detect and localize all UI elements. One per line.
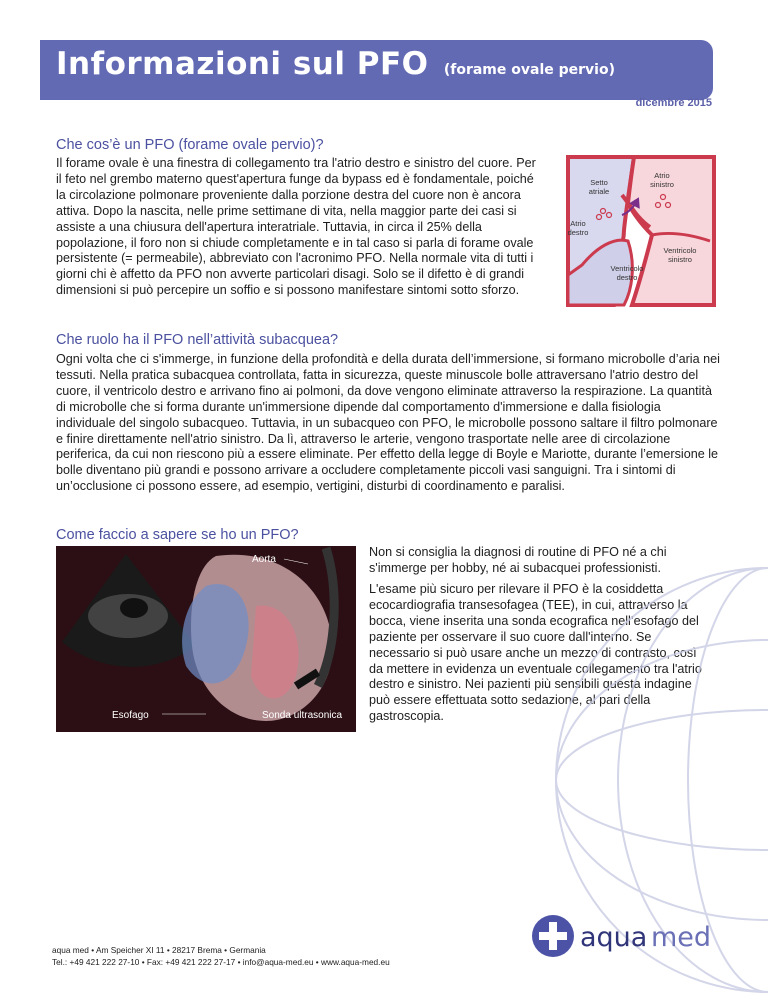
logo-graphic xyxy=(530,913,720,959)
tee-illustration xyxy=(56,546,356,732)
esophagus-label: Esofago xyxy=(112,710,149,721)
title-subtitle: (forame ovale pervio) xyxy=(443,62,615,78)
septum-label-1: Setto xyxy=(590,178,608,187)
aquamed-logo xyxy=(530,913,720,964)
section3-para2: L'esame più sicuro per rilevare il PFO è la cosiddetta ecocardiografia transesofagea (TEE), in cui, attraverso la bocca, viene inserita una sonda ecografica nell’esofago del paziente per osservare il suo cuore dall'interno. Se necessario si può usare anche un mezzo di contrasto, così da mettere in evidenza un eventuale collegamento tra l'atrio destro e sinistro. Nei pazienti più sensibili questa indagine può essere effettuata sotto sedazione, al pari della gastroscopia. xyxy=(369,582,702,724)
right-atrium-label-1: Atrio xyxy=(570,219,586,228)
left-ventricle-label-1: Ventricolo xyxy=(663,246,697,255)
section3-heading: Come faccio a sapere se ho un PFO? xyxy=(56,527,299,543)
issue-date: dicembre 2015 xyxy=(635,97,712,109)
septum-label-2: atriale xyxy=(588,187,610,196)
section2-body: Ogni volta che ci s'immerge, in funzione della profondità e della durata dell’immersione, si formano microbolle d’aria nei tessuti. Nella pratica subacquea controllata, fatta in sicurezza, queste minuscole bolle attraversano l'atrio destro del cuore, il ventricolo destro e arrivano fino ai polmoni, da dove vengono eliminate attraverso la respirazione. La quantità di microbolle che si forma durante un'immersione dipende dal comportamento d'immersione e dalla fisiologia individuale del singolo subacqueo. Tuttavia, in un subacqueo con PFO, le microbolle possono saltare il filtro polmonare e finire direttamente nell'atrio sinistro. Da lì, attraverso le arterie, vengono trasportate nelle aree di circolazione periferica, da cui non riescono più a essere eliminate. Per effetto della legge di Boyle e Mariotte, durante l’emersione le bolle diventano più grandi e possono arrivare a occludere completamente piccoli vasi sanguigni. Tra i sintomi di un’occlusione ci possono essere, ad esempio, vertigini, disturbi di coordinamento e paralisi. xyxy=(56,352,720,494)
left-atrium-label-1: Atrio xyxy=(654,171,670,180)
footer xyxy=(52,944,390,968)
footer-address: aqua med • Am Speicher XI 11 • 28217 Brema • Germania xyxy=(52,945,266,955)
probe-label: Sonda ultrasonica xyxy=(262,710,343,721)
logo-text-med: med xyxy=(651,922,712,953)
heart-diagram xyxy=(552,155,718,307)
section3-para1: Non si consiglia la diagnosi di routine di PFO né a chi s'immerge per hobby, né ai subacquei professionisti. xyxy=(369,545,667,575)
footer-contacts: Tel.: +49 421 222 27-10 • Fax: +49 421 222 27-17 • info@aqua-med.eu • www.aqua-med.eu xyxy=(52,957,390,967)
left-ventricle-label-2: sinistro xyxy=(668,255,692,264)
section2-heading: Che ruolo ha il PFO nell’attività subacquea? xyxy=(56,332,339,348)
logo-text-aqua: aqua xyxy=(580,922,648,953)
right-atrium-label-2: destro xyxy=(567,228,589,237)
section1-body: Il forame ovale è una finestra di collegamento tra l'atrio destro e sinistro del cuore. Per il feto nel grembo materno quest'apertura funge da bypass ed è fondamentale, poiché la circolazione polmonare proveniente dalla porzione destra del cuore non è ancora attiva. Dopo la nascita, nelle prime settimane di vita, nella maggior parte dei casi si assiste a una chiusura dell'apertura interatriale. Tuttavia, in circa il 25% della popolazione, il foro non si chiude completamente e in tal caso si parla di forame ovale persistente (= permeabile), abbreviato con l'acronimo PFO. Nella normale vita di tutti i giorni chi è affetto da PFO non avverte particolari disagi. Solo se il difetto è di grandi dimensioni si può percepire un soffio e si possono manifestare sintomi sotto sforzo. xyxy=(56,156,536,298)
section1-heading: Che cos’è un PFO (forame ovale pervio)? xyxy=(56,137,324,153)
title-main: Informazioni sul PFO xyxy=(56,46,429,82)
page-title xyxy=(56,46,615,82)
right-ventricle-label-1: Ventricolo xyxy=(610,264,644,273)
aorta-label: Aorta xyxy=(252,554,276,565)
left-atrium-label-2: sinistro xyxy=(650,180,674,189)
right-ventricle-label-2: destro xyxy=(616,273,638,282)
